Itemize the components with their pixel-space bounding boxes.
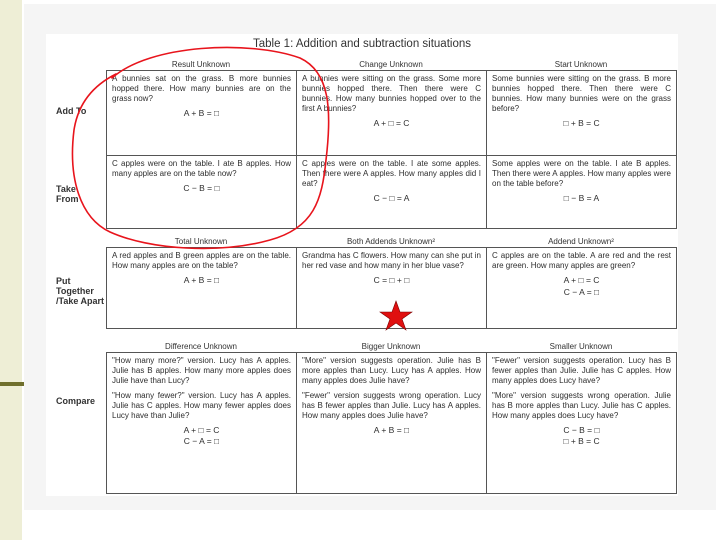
cell-text-2: "More" version suggests wrong operation. Julie has B more apples than Lucy. Julie has C apples. How many apples does Lucy have? — [492, 391, 671, 420]
cell-equation: A + B = □ — [183, 275, 220, 285]
cell-text: C apples were on the table. I ate B apples. How many apples are on the table now? — [112, 159, 291, 178]
col-header-both-addends-unknown: Both Addends Unknown² — [346, 237, 436, 246]
cell-equation: C − □ = A — [373, 193, 410, 203]
cell-equation: C − B = □ — [563, 425, 600, 435]
col-header-result-unknown: Result Unknown — [171, 60, 231, 69]
cell-text: A bunnies were sitting on the grass. Some more bunnies hopped there. Then there were C bunnies. How many bunnies hopped over to the first A bunnies? — [302, 74, 481, 113]
col-header-smaller-unknown: Smaller Unknown — [549, 342, 613, 351]
cell-text: Some bunnies were sitting on the grass. B more bunnies hopped there. Then there were C bunnies. How many bunnies were on the grass before? — [492, 74, 671, 113]
col-header-change-unknown: Change Unknown — [359, 60, 423, 69]
cell-text: A bunnies sat on the grass. B more bunnies hopped there. How many bunnies are on the grass now? — [112, 74, 291, 103]
cell-equation: C − B = □ — [183, 183, 220, 193]
col-header-difference-unknown: Difference Unknown — [165, 342, 237, 351]
row-label-put-together: Put Together /Take Apart — [56, 276, 105, 306]
cell-equation: A + B = □ — [183, 108, 220, 118]
cell-text: Grandma has C flowers. How many can she put in her red vase and how many in her blue vase? — [302, 251, 481, 270]
cell-text: "More" version suggests operation. Julie has B more apples than Lucy. Lucy has A apples. How many apples does Julie have? — [302, 356, 481, 385]
cell-text: C apples were on the table. I ate some apples. Then there were A apples. How many apples did I eat? — [302, 159, 481, 188]
cell-equation: A + □ = C — [563, 275, 600, 285]
col-header-bigger-unknown: Bigger Unknown — [361, 342, 421, 351]
cell-text: "How many more?" version. Lucy has A apples. Julie has B apples. How many more apples does Julie have than Lucy? — [112, 356, 291, 385]
cell-equation-2: □ + B = C — [563, 436, 600, 446]
table-title: Table 1: Addition and subtraction situations — [252, 38, 471, 50]
col-header-addend-unknown: Addend Unknown² — [548, 237, 614, 246]
cell-text-2: "Fewer" version suggests wrong operation. Lucy has B fewer apples than Julie. Lucy has A apples. How many apples does Julie have? — [302, 391, 481, 420]
cell-equation: C = □ + □ — [373, 275, 410, 285]
col-header-start-unknown: Start Unknown — [554, 60, 608, 69]
col-header-total-unknown: Total Unknown — [174, 237, 228, 246]
cell-text: A red apples and B green apples are on the table. How many apples are on the table? — [112, 251, 291, 270]
row-label-take-from: Take From — [56, 184, 79, 204]
row-label-compare: Compare — [56, 396, 96, 406]
cell-equation: A + □ = C — [373, 118, 410, 128]
cell-equation: A + □ = C — [183, 425, 220, 435]
cell-equation: □ + B = C — [563, 118, 600, 128]
red-circle-annotation — [73, 47, 329, 248]
cell-equation-2: C − A = □ — [183, 436, 220, 446]
cell-equation: □ − B = A — [563, 193, 600, 203]
row-label-add-to: Add To — [56, 106, 87, 116]
cell-text: Some apples were on the table. I ate B apples. Then there were A apples. How many apples were on the table before? — [492, 159, 671, 188]
cell-text-2: "How many fewer?" version. Lucy has A apples. Julie has C apples. How many fewer apples does Lucy have than Julie? — [112, 391, 291, 420]
cell-text: C apples are on the table. A are red and the rest are green. How many apples are green? — [492, 251, 671, 270]
cell-equation: A + B = □ — [373, 425, 410, 435]
red-star-annotation — [380, 301, 412, 330]
cell-equation-2: C − A = □ — [563, 287, 600, 297]
cell-text: "Fewer" version suggests operation. Lucy has B fewer apples than Julie. Julie has C apples. How many apples does Lucy have? — [492, 356, 671, 385]
